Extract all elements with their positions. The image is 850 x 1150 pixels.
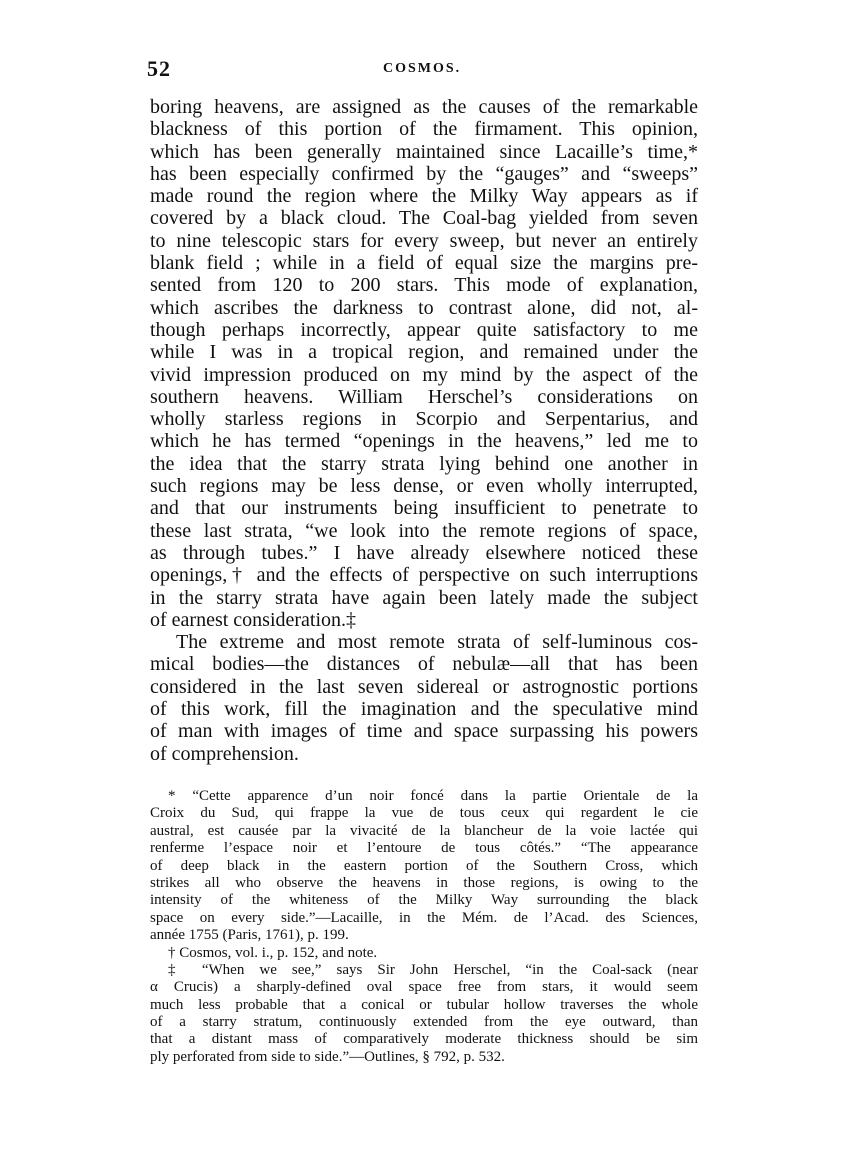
page-number: 52	[147, 56, 171, 81]
text-line: boring heavens, are assigned as the causes of the remarkable	[150, 96, 698, 118]
footnote-line: ply perforated from side to side.”—Outlines, § 792, p. 532.	[150, 1048, 505, 1065]
footnote-line: of a starry stratum, continuously extended from the eye outward, than	[150, 1014, 698, 1031]
text-line: mical bodies—the distances of nebulæ—all that has been	[150, 653, 698, 676]
footnote-line: * “Cette apparence d’un noir foncé dans la partie Orientale de la	[168, 788, 698, 804]
footnote-line: Croix du Sud, qui frappe la vue de tous ceux qui regardent le cie	[150, 805, 698, 822]
page-header	[0, 56, 850, 86]
text-line: of earnest consideration.‡	[150, 608, 357, 631]
footnote-line: much less probable that a conical or tubular hollow traverses the whole	[150, 996, 698, 1013]
text-line: of man with images of time and space surpassing his powers	[150, 720, 698, 743]
main-text	[150, 96, 698, 765]
footnote-line: renferme l’espace noir et l’entoure de tous côtés.” “The appearance	[150, 840, 698, 857]
text-line: has been especially confirmed by the “gauges” and “sweeps”	[150, 162, 698, 185]
footnote-line: † Cosmos, vol. i., p. 152, and note.	[168, 944, 378, 961]
text-line: to nine telescopic stars for every sweep, but never an entirely	[150, 229, 698, 252]
text-line: such regions may be less dense, or even wholly interrupted,	[150, 475, 698, 498]
footnote-line: strikes all who observe the heavens in those regions, is owing to the	[150, 874, 698, 891]
text-line: these last strata, “we look into the remote regions of space,	[150, 519, 698, 542]
text-line: which he has termed “openings in the heavens,” led me to	[150, 430, 698, 453]
text-line: which ascribes the darkness to contrast alone, did not, al-	[150, 296, 698, 319]
text-line: blank field ; while in a field of equal size the margins pre-	[150, 252, 698, 275]
footnote-line: of deep black in the eastern portion of the Southern Cross, which	[150, 857, 698, 874]
footnote-line: ‡ “When we see,” says Sir John Herschel, “in the Coal-sack (near	[168, 961, 698, 978]
text-line: made round the region where the Milky Way appears as if	[150, 185, 698, 208]
text-line: The extreme and most remote strata of self-luminous cos-	[176, 631, 698, 654]
footnote-line: année 1755 (Paris, 1761), p. 199.	[150, 927, 349, 944]
text-line: covered by a black cloud. The Coal-bag yielded from seven	[150, 207, 698, 230]
footnote-line: α Crucis) a sharply-defined oval space free from stars, it would seem	[150, 979, 698, 996]
text-line: though perhaps incorrectly, appear quite satisfactory to me	[150, 318, 698, 341]
text-line: and that our instruments being insufficient to penetrate to	[150, 497, 698, 520]
footnotes	[150, 788, 698, 1066]
footnote-line: that a distant mass of comparatively moderate thickness should be sim	[150, 1031, 698, 1048]
footnote-line: intensity of the whiteness of the Milky Way surrounding the black	[150, 892, 698, 909]
text-line: the idea that the starry strata lying behind one another in	[150, 452, 698, 475]
text-line: wholly starless regions in Scorpio and Serpentarius, and	[150, 408, 698, 431]
text-line: sented from 120 to 200 stars. This mode of explanation,	[150, 274, 698, 297]
text-line: as through tubes.” I have already elsewhere noticed these	[150, 541, 698, 564]
text-line: which has been generally maintained since Lacaille’s time,*	[150, 140, 698, 163]
text-line: southern heavens. William Herschel’s considerations on	[150, 385, 698, 408]
text-line: blackness of this portion of the firmament. This opinion,	[150, 118, 698, 141]
running-title: COSMOS.	[383, 61, 462, 76]
text-line: in the starry strata have again been lately made the subject	[150, 586, 698, 609]
footnote-line: austral, est causée par la vivacité de la blancheur de la voie lactée qui	[150, 822, 698, 839]
text-line: of comprehension.	[150, 742, 299, 765]
footnote-line: space on every side.”—Lacaille, in the Mém. de l’Acad. des Sciences,	[150, 909, 698, 926]
text-line: openings,† and the effects of perspective on such interruptions	[150, 564, 698, 587]
text-line: while I was in a tropical region, and remained under the	[150, 341, 698, 364]
text-line: of this work, fill the imagination and the speculative mind	[150, 698, 698, 721]
text-line: considered in the last seven sidereal or astrognostic portions	[150, 675, 698, 698]
text-line: vivid impression produced on my mind by the aspect of the	[150, 363, 698, 386]
